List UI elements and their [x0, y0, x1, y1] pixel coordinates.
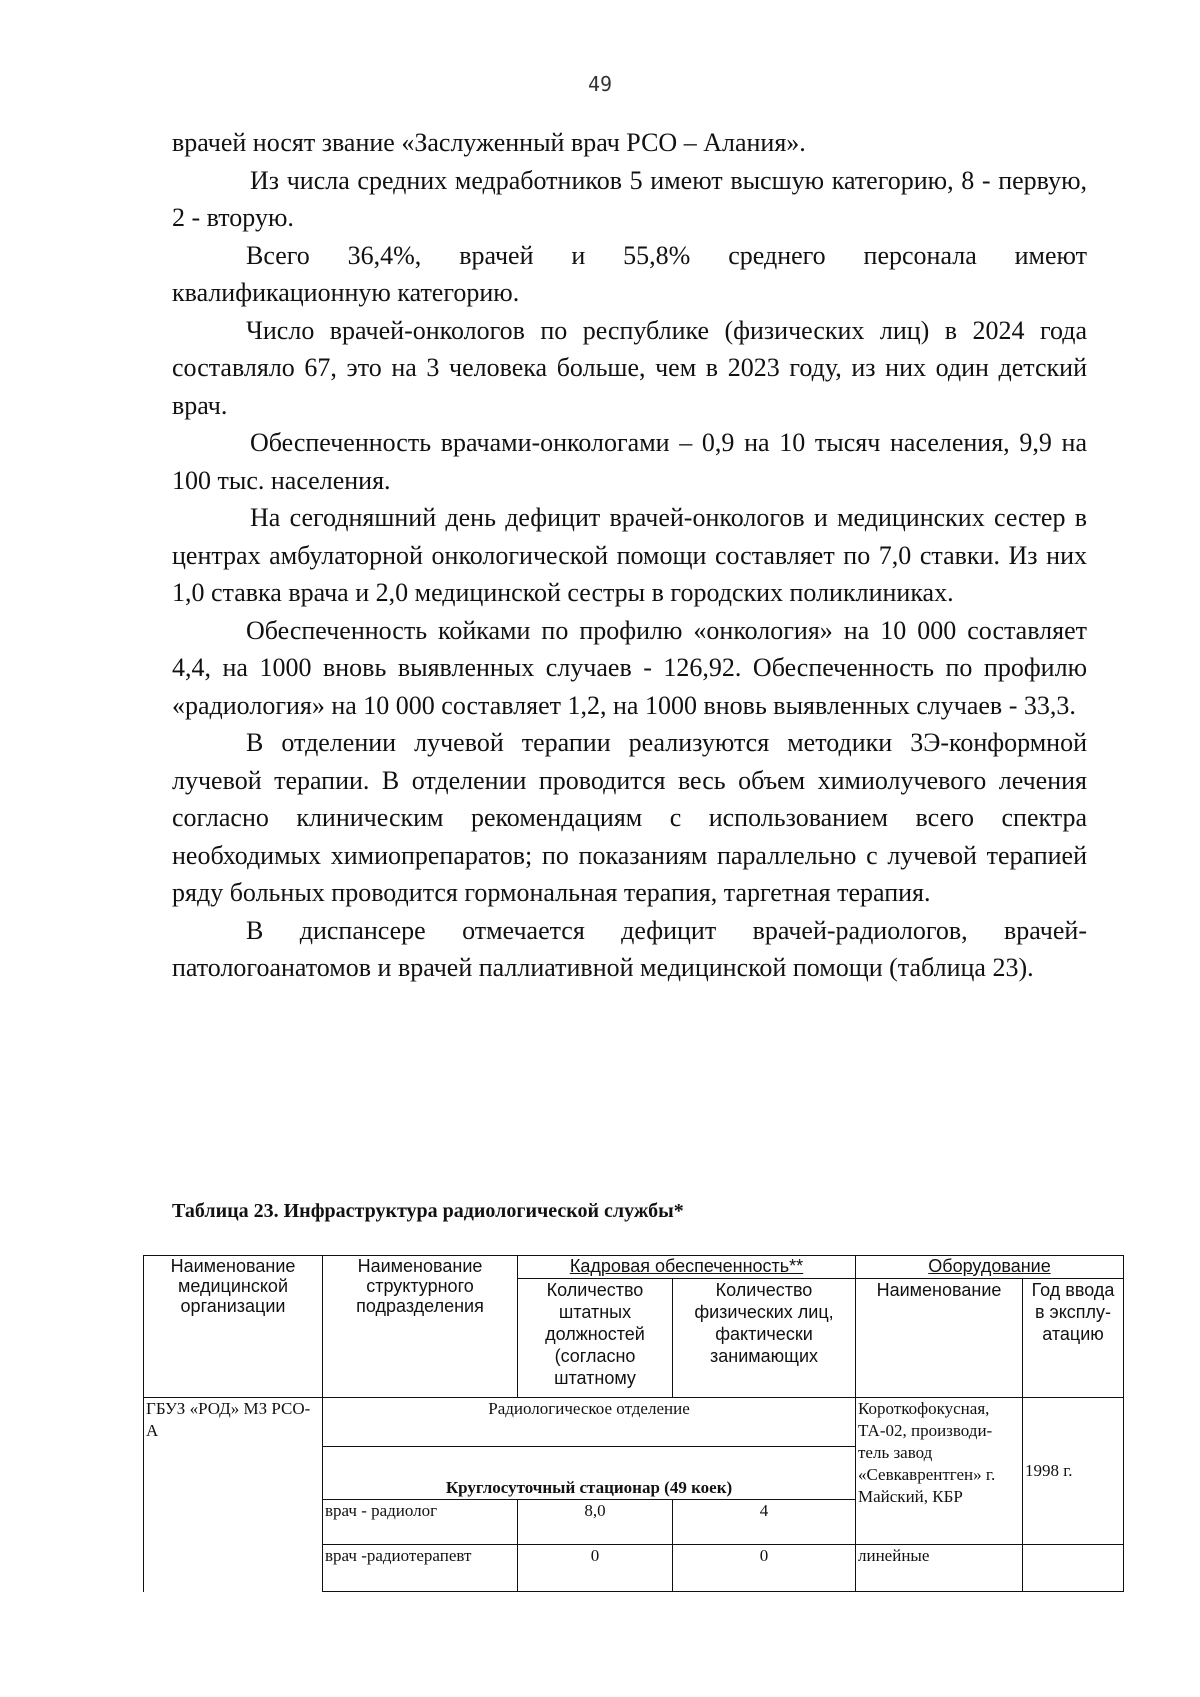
header-unit: Наименование структурного подразделения [323, 1256, 518, 1398]
header-equipment: Оборудование [856, 1256, 1124, 1279]
equipment-year-cell [1023, 1545, 1124, 1592]
persons-count-cell: 0 [673, 1545, 856, 1592]
position-cell: врач - радиолог [323, 1500, 518, 1545]
paragraph: Обеспеченность койками по профилю «онкология» на 10 000 составляет 4,4, на 1000 вновь выявленных случаев - 126,92. Обеспеченность по профилю «радиология» на 10 000 составляет 1,2, на 1000 вновь выявленных случаев - 33,3. [172, 615, 1087, 720]
paragraph: Обеспеченность врачами-онкологами – 0,9 на 10 тысяч населения, 9,9 на 100 тыс. населения. [172, 428, 1087, 495]
persons-count-cell: 4 [673, 1500, 856, 1545]
paragraph: врачей носят звание «Заслуженный врач РСО – Алания». [172, 128, 806, 157]
paragraph: На сегодняшний день дефицит врачей-онкологов и медицинских сестер в центрах амбулаторной онкологической помощи составляет по 7,0 ставки. Из них 1,0 ставка врача и 2,0 медицинской сестры в городских поликлиниках. [172, 503, 1087, 607]
header-physical-persons: Количество физических лиц, фактически занимающих [673, 1279, 856, 1398]
body-text [172, 124, 1087, 987]
paragraph: Число врачей-онкологов по республике (физических лиц) в 2024 года составляло 67, это на 3 человека больше, чем в 2023 году, из них один детский врач. [172, 315, 1087, 420]
equipment-name-cell: линейные [856, 1545, 1023, 1592]
header-equipment-name: Наименование [856, 1279, 1023, 1398]
org-name-cell: ГБУЗ «РОД» МЗ РСО-А [144, 1398, 323, 1592]
paragraph: В диспансере отмечается дефицит врачей-радиологов, врачей-патологоанатомов и врачей паллиативной медицинской помощи (таблица 23). [172, 915, 1087, 982]
paragraph: В отделении лучевой терапии реализуются методики 3Э-конформной лучевой терапии. В отделении проводится весь объем химиолучевого лечения согласно клиническим рекомендациям с использованием всего спектра необходимых химиопрепаратов; по показаниям параллельно с лучевой терапией ряду больных проводится гормональная терапия, таргетная терапия. [172, 728, 1087, 907]
department-cell: Радиологическое отделение [323, 1398, 856, 1447]
position-cell: врач -радиотерапевт [323, 1545, 518, 1592]
paragraph: Из числа средних медработников 5 имеют высшую категорию, 8 - первую, 2 - вторую. [172, 165, 1087, 232]
table-title: Таблица 23. Инфраструктура радиологической службы* [172, 1200, 684, 1222]
header-equipment-year: Год ввода в эксплу-атацию [1023, 1279, 1124, 1398]
header-staffing: Кадровая обеспеченность** [518, 1256, 856, 1279]
paragraph: Всего 36,4%, врачей и 55,8% среднего персонала имеют квалификационную категорию. [172, 240, 1087, 307]
staff-count-cell: 8,0 [518, 1500, 673, 1545]
header-staff-positions: Количество штатных должностей (согласно штатному [518, 1279, 673, 1398]
subunit-cell: Круглосуточный стационар (49 коек) [323, 1447, 856, 1500]
page-number: 49 [587, 72, 613, 96]
equipment-name-cell: Короткофокусная, ТА-02, производи-тель завод «Севкаврентген» г. Майский, КБР [856, 1398, 1023, 1545]
radiology-infrastructure-table [143, 1255, 1124, 1592]
equipment-year-cell: 1998 г. [1023, 1398, 1124, 1545]
header-org: Наименование медицинской организации [144, 1256, 323, 1398]
staff-count-cell: 0 [518, 1545, 673, 1592]
